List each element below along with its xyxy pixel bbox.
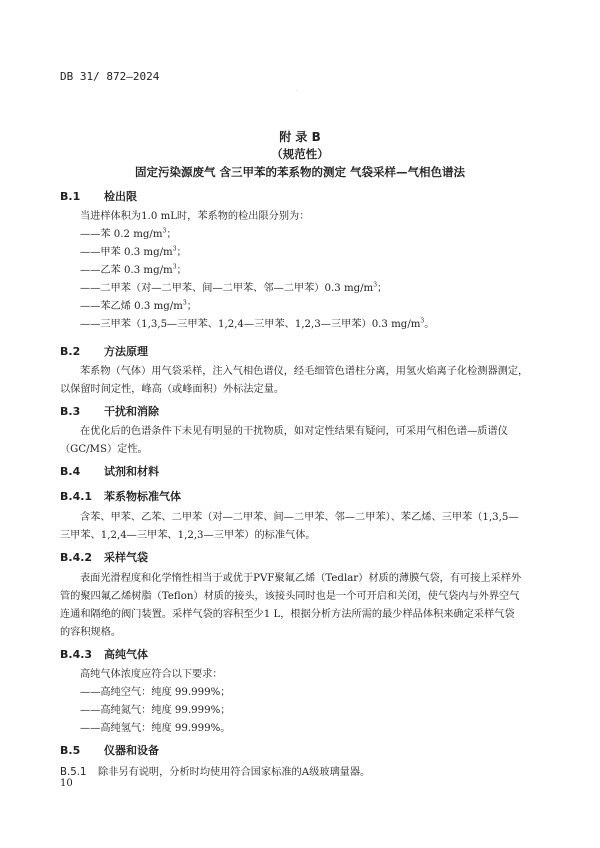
paragraph-line: 连通和隔绝的阀门装置。采样气袋的容积至少1 L，根据分析方法所需的最少样品体积来确定采样气袋 (60, 609, 515, 620)
clause-text: 除非另有说明，分析时均使用符合国家标准的A级玻璃量器。 (98, 767, 371, 778)
list-item: ——苯 0.2 $mg/m^3$； (80, 227, 177, 240)
section-number: B.2 (60, 345, 81, 358)
paragraph-line: 管的聚四氟乙烯树脂（Teflon）材质的接头，该接头同时也是一个可开启和关闭，使气袋内与外界空气 (60, 591, 520, 602)
section-title: 仪器和设备 (104, 744, 159, 757)
list-item: ——甲苯 0.3 $mg/m^3$； (80, 245, 187, 258)
page-number: 10 (60, 778, 73, 789)
section-heading-b1 (60, 188, 137, 204)
section-heading-b42 (60, 549, 148, 565)
section-heading-b41 (60, 488, 181, 504)
paragraph: 高纯气体浓度应符合以下要求： (80, 669, 223, 680)
paragraph-line: 在优化后的色谱条件下未见有明显的干扰物质，如对定性结果有疑问，可采用气相色谱—质谱仪 (80, 426, 508, 437)
section-number: B.4.2 (60, 551, 93, 564)
appendix-title: 附 录 B (279, 130, 321, 144)
section-title: 苯系物标准气体 (104, 490, 181, 503)
section-title: 高纯气体 (104, 648, 148, 661)
section-heading-b3 (60, 403, 159, 419)
list-item: ——三甲苯（1,3,5—三甲苯、1,2,4—三甲苯、1,2,3—三甲苯）0.3 $mg/m^3$。 (80, 317, 435, 330)
section-heading-b43 (60, 646, 148, 662)
list-item: ——乙苯 0.3 $mg/m^3$； (80, 263, 187, 276)
list-item: ——高纯空气：纯度 99.999%； (80, 687, 231, 698)
paragraph: 当进样体积为1.0 mL时，苯系物的检出限分别为： (80, 211, 310, 222)
section-number: B.4.1 (60, 490, 93, 503)
section-title: 采样气袋 (104, 551, 148, 564)
paragraph-line: 表面光滑程度和化学惰性相当于或优于PVF聚氟乙烯（Tedlar）材质的薄膜气袋，有可接上采样外 (80, 573, 522, 584)
section-number: B.4.3 (60, 648, 93, 661)
clause-b51 (60, 763, 370, 778)
section-number: B.3 (60, 405, 81, 418)
paragraph-line: 三甲苯、1,2,4—三甲苯、1,2,3—三甲苯）的标准气体。 (60, 530, 316, 541)
paragraph-line: 以保留时间定性，峰高（或峰面积）外标法定量。 (60, 384, 285, 395)
section-heading-b5 (60, 742, 159, 758)
appendix-main-title: 固定污染源废气 含三甲苯的苯系物的测定 气袋采样—气相色谱法 (134, 165, 465, 179)
section-number: B.4 (60, 465, 81, 478)
list-item: ——高纯氮气：纯度 99.999%； (80, 705, 231, 716)
section-title: 方法原理 (104, 345, 148, 358)
paragraph-line: 的容积规格。 (60, 627, 122, 638)
paragraph-line: （GC/MS）定性。 (60, 444, 148, 455)
section-number: B.5 (60, 744, 81, 757)
clause-number: B.5.1 (60, 767, 87, 778)
list-item: ——高纯氢气：纯度 99.999%。 (80, 723, 231, 734)
document-id: DB 31/ 872—2024 (60, 70, 160, 83)
appendix-nature: （规范性） (271, 147, 329, 161)
paragraph-line: 含苯、甲苯、乙苯、二甲苯（对—二甲苯、间—二甲苯、邻—二甲苯）、苯乙烯、三甲苯（1,3,5— (80, 512, 519, 523)
section-title: 试剂和材料 (104, 465, 159, 478)
section-heading-b4 (60, 463, 159, 479)
decorative-dot: · (296, 88, 298, 95)
section-title: 干扰和消除 (104, 405, 159, 418)
list-item: ——二甲苯（对—二甲苯、间—二甲苯、邻—二甲苯）0.3 $mg/m^3$； (80, 281, 388, 294)
section-title: 检出限 (104, 190, 137, 203)
section-number: B.1 (60, 190, 81, 203)
paragraph-line: 苯系物（气体）用气袋采样，注入气相色谱仪，经毛细管色谱柱分离，用氢火焰离子化检测器测定， (80, 366, 529, 377)
section-heading-b2 (60, 343, 148, 359)
list-item: ——苯乙烯 0.3 $mg/m^3$； (80, 299, 197, 312)
